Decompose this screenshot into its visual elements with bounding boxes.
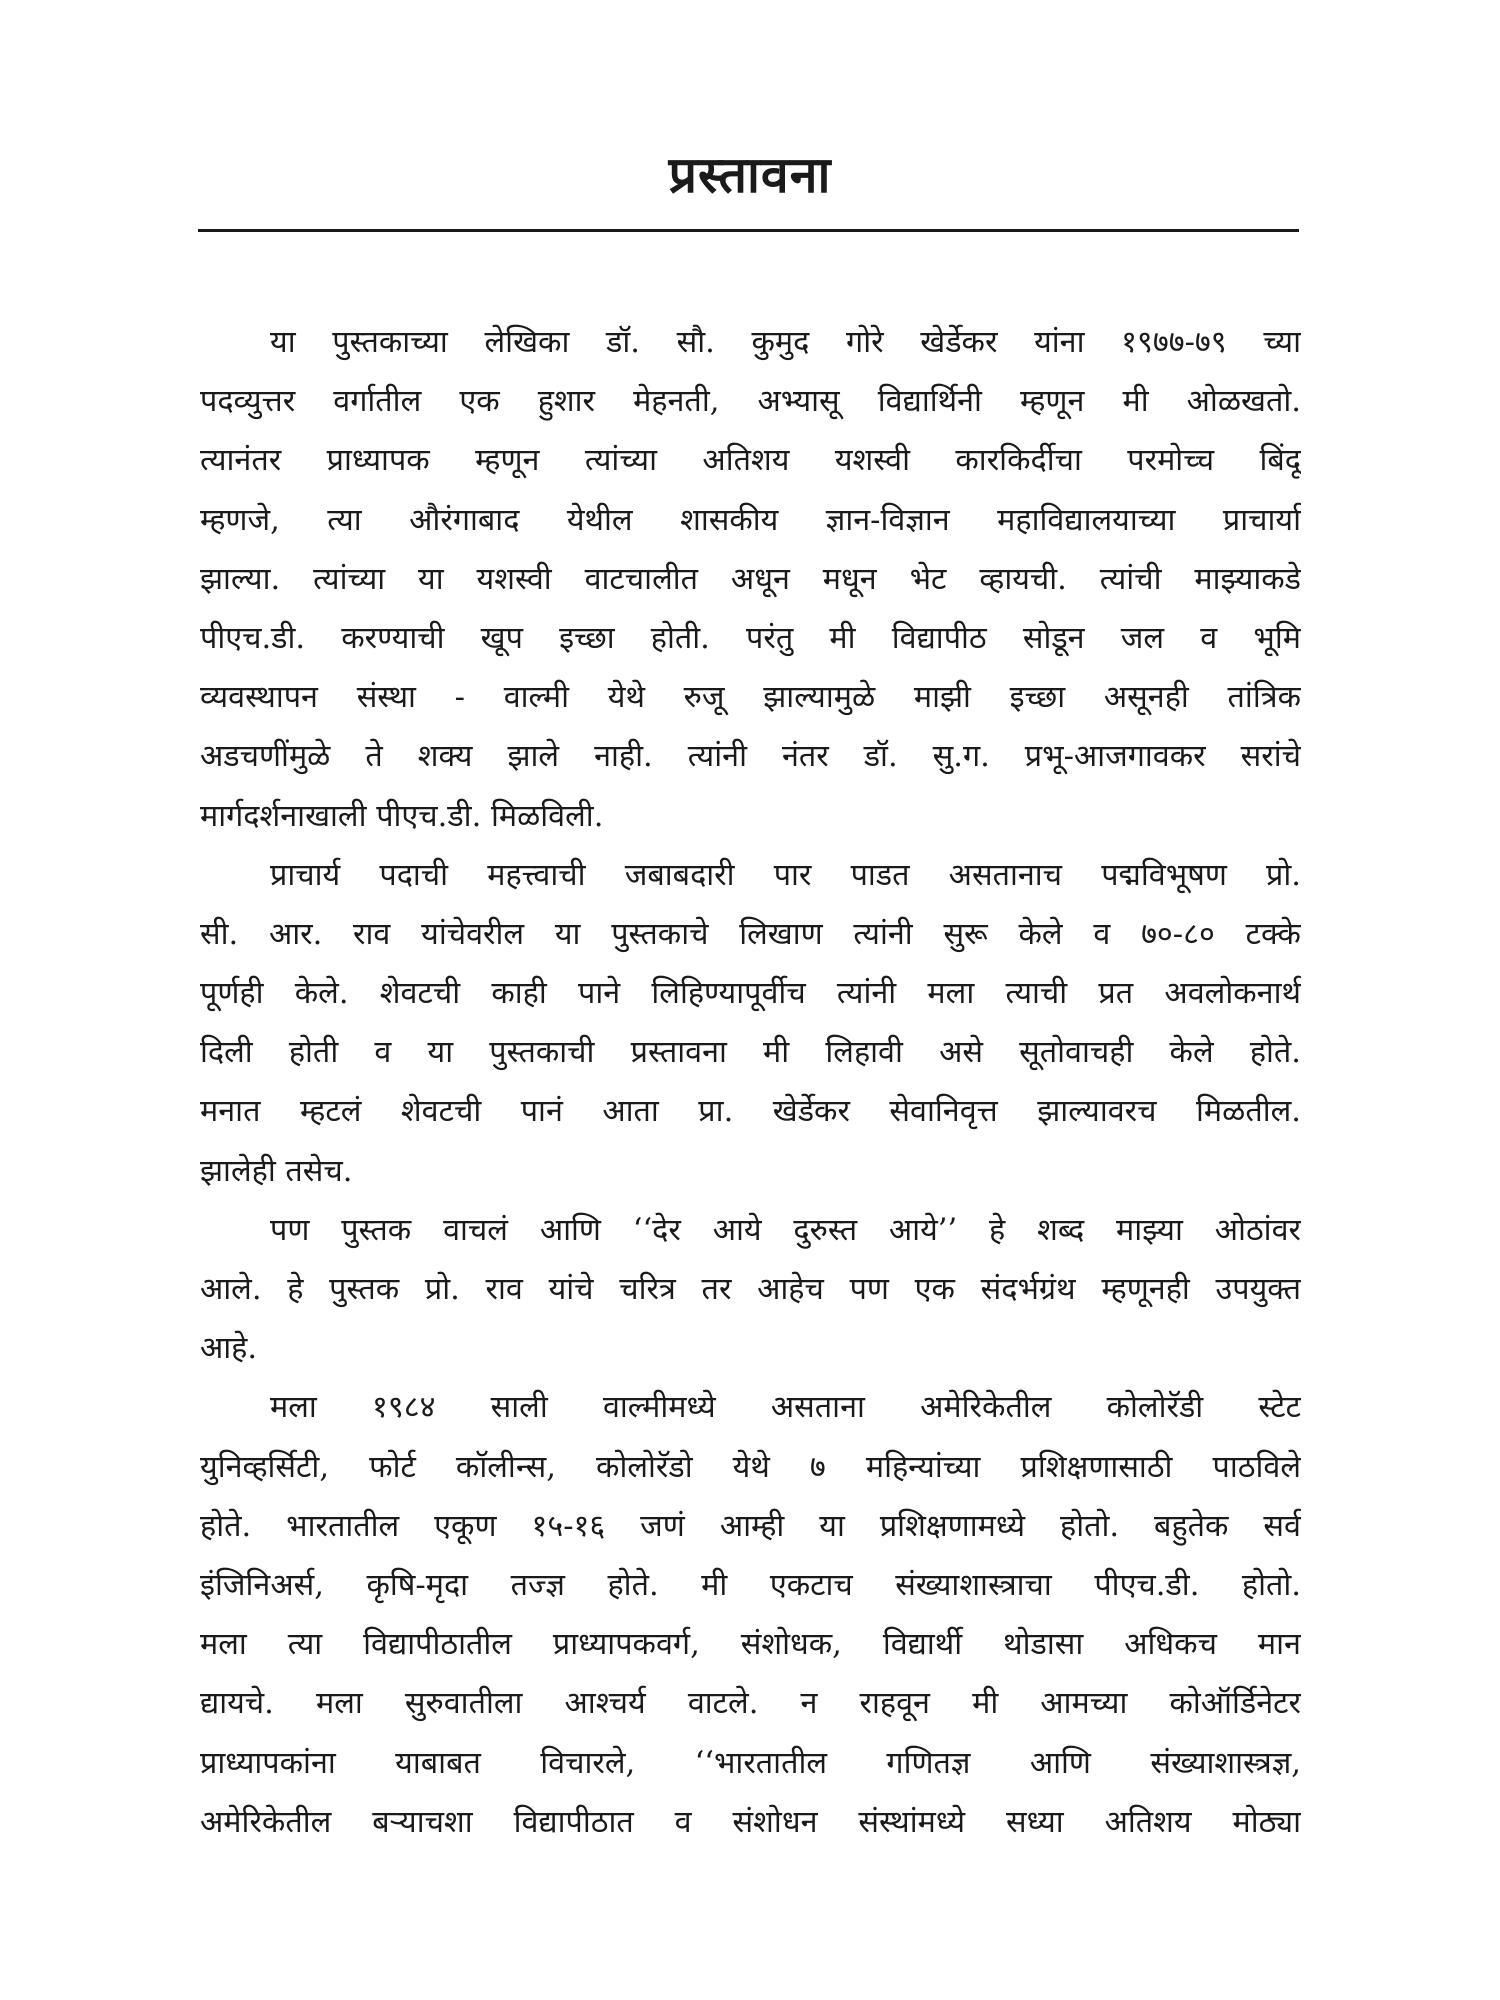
text-line: मनात म्हटलं शेवटची पानं आता प्रा. खेर्डेकर सेवानिवृत्त झाल्यावरच मिळतील. — [200, 1094, 1301, 1130]
preface-body — [200, 313, 1301, 1852]
text-line: द्यायचे. मला सुरुवातीला आश्चर्य वाटले. न राहवून मी आमच्या कोऑर्डिनेटर — [200, 1686, 1301, 1722]
text-line: मला १९८४ साली वाल्मीमध्ये असताना अमेरिकेतील कोलोरॅडी स्टेट — [270, 1390, 1301, 1426]
text-line: त्यानंतर प्राध्यापक म्हणून त्यांच्या अतिशय यशस्वी कारकिर्दीचा परमोच्च बिंदू — [200, 443, 1301, 479]
text-line: सी. आर. राव यांचेवरील या पुस्तकाचे लिखाण त्यांनी सुरू केले व ७०-८० टक्के — [200, 916, 1301, 952]
text-line: पदव्युत्तर वर्गातील एक हुशार मेहनती, अभ्यासू विद्यार्थिनी म्हणून मी ओळखतो. — [200, 384, 1301, 420]
text-line: पीएच.डी. करण्याची खूप इच्छा होती. परंतु मी विद्यापीठ सोडून जल व भूमि — [200, 620, 1301, 656]
text-line: इंजिनिअर्स, कृषि-मृदा तज्ज्ञ होते. मी एकटाच संख्याशास्त्राचा पीएच.डी. होतो. — [200, 1567, 1301, 1603]
text-line: युनिव्हर्सिटी, फोर्ट कॉलीन्स, कोलोरॅडो येथे ७ महिन्यांच्या प्रशिक्षणासाठी पाठविले — [200, 1449, 1301, 1485]
paragraph-3 — [200, 1201, 1301, 1379]
title-divider — [198, 229, 1299, 232]
paragraph-2 — [200, 846, 1301, 1201]
text-line: प्राचार्य पदाची महत्त्वाची जबाबदारी पार पाडत असतानाच पद्मविभूषण प्रो. — [270, 857, 1301, 893]
text-line: मला त्या विद्यापीठातील प्राध्यापकवर्ग, संशोधक, विद्यार्थी थोडासा अधिकच मान — [200, 1627, 1301, 1663]
text-line: दिली होती व या पुस्तकाची प्रस्तावना मी लिहावी असे सूतोवाचही केले होते. — [200, 1035, 1301, 1071]
text-line: अडचणींमुळे ते शक्य झाले नाही. त्यांनी नंतर डॉ. सु.ग. प्रभू-आजगावकर सरांचे — [200, 739, 1301, 775]
text-line: प्राध्यापकांना याबाबत विचारले, ‘‘भारतातील गणितज्ञ आणि संख्याशास्त्रज्ञ, — [200, 1745, 1301, 1781]
text-line: पूर्णही केले. शेवटची काही पाने लिहिण्यापूर्वीच त्यांनी मला त्याची प्रत अवलोकनार्थ — [200, 976, 1301, 1012]
text-line: होते. भारतातील एकूण १५-१६ जणं आम्ही या प्रशिक्षणामध्ये होतो. बहुतेक सर्व — [200, 1508, 1301, 1544]
text-line: पण पुस्तक वाचलं आणि ‘‘देर आये दुरुस्त आये’’ हे शब्द माझ्या ओठांवर — [270, 1212, 1301, 1248]
text-line: आहे. — [200, 1331, 258, 1367]
text-line: व्यवस्थापन संस्था - वाल्मी येथे रुजू झाल्यामुळे माझी इच्छा असूनही तांत्रिक — [200, 680, 1301, 716]
text-line: झालेही तसेच. — [200, 1153, 353, 1189]
text-line: मार्गदर्शनाखाली पीएच.डी. मिळविली. — [200, 798, 604, 834]
text-line: अमेरिकेतील बऱ्याचशा विद्यापीठात व संशोधन संस्थांमध्ये सध्या अतिशय मोठ्या — [200, 1804, 1301, 1840]
text-line: आले. हे पुस्तक प्रो. राव यांचे चरित्र तर आहेच पण एक संदर्भग्रंथ म्हणूनही उपयुक्त — [200, 1272, 1301, 1307]
page-title: प्रस्तावना — [668, 146, 832, 204]
text-line: झाल्या. त्यांच्या या यशस्वी वाटचालीत अधून मधून भेट व्हायची. त्यांची माझ्याकडे — [200, 561, 1301, 597]
text-line: म्हणजे, त्या औरंगाबाद येथील शासकीय ज्ञान-विज्ञान महाविद्यालयाच्या प्राचार्या — [200, 502, 1301, 538]
paragraph-1 — [200, 313, 1301, 846]
text-line: या पुस्तकाच्या लेखिका डॉ. सौ. कुमुद गोरे खेर्डेकर यांना १९७७-७९ च्या — [270, 325, 1301, 360]
paragraph-4 — [200, 1378, 1301, 1852]
